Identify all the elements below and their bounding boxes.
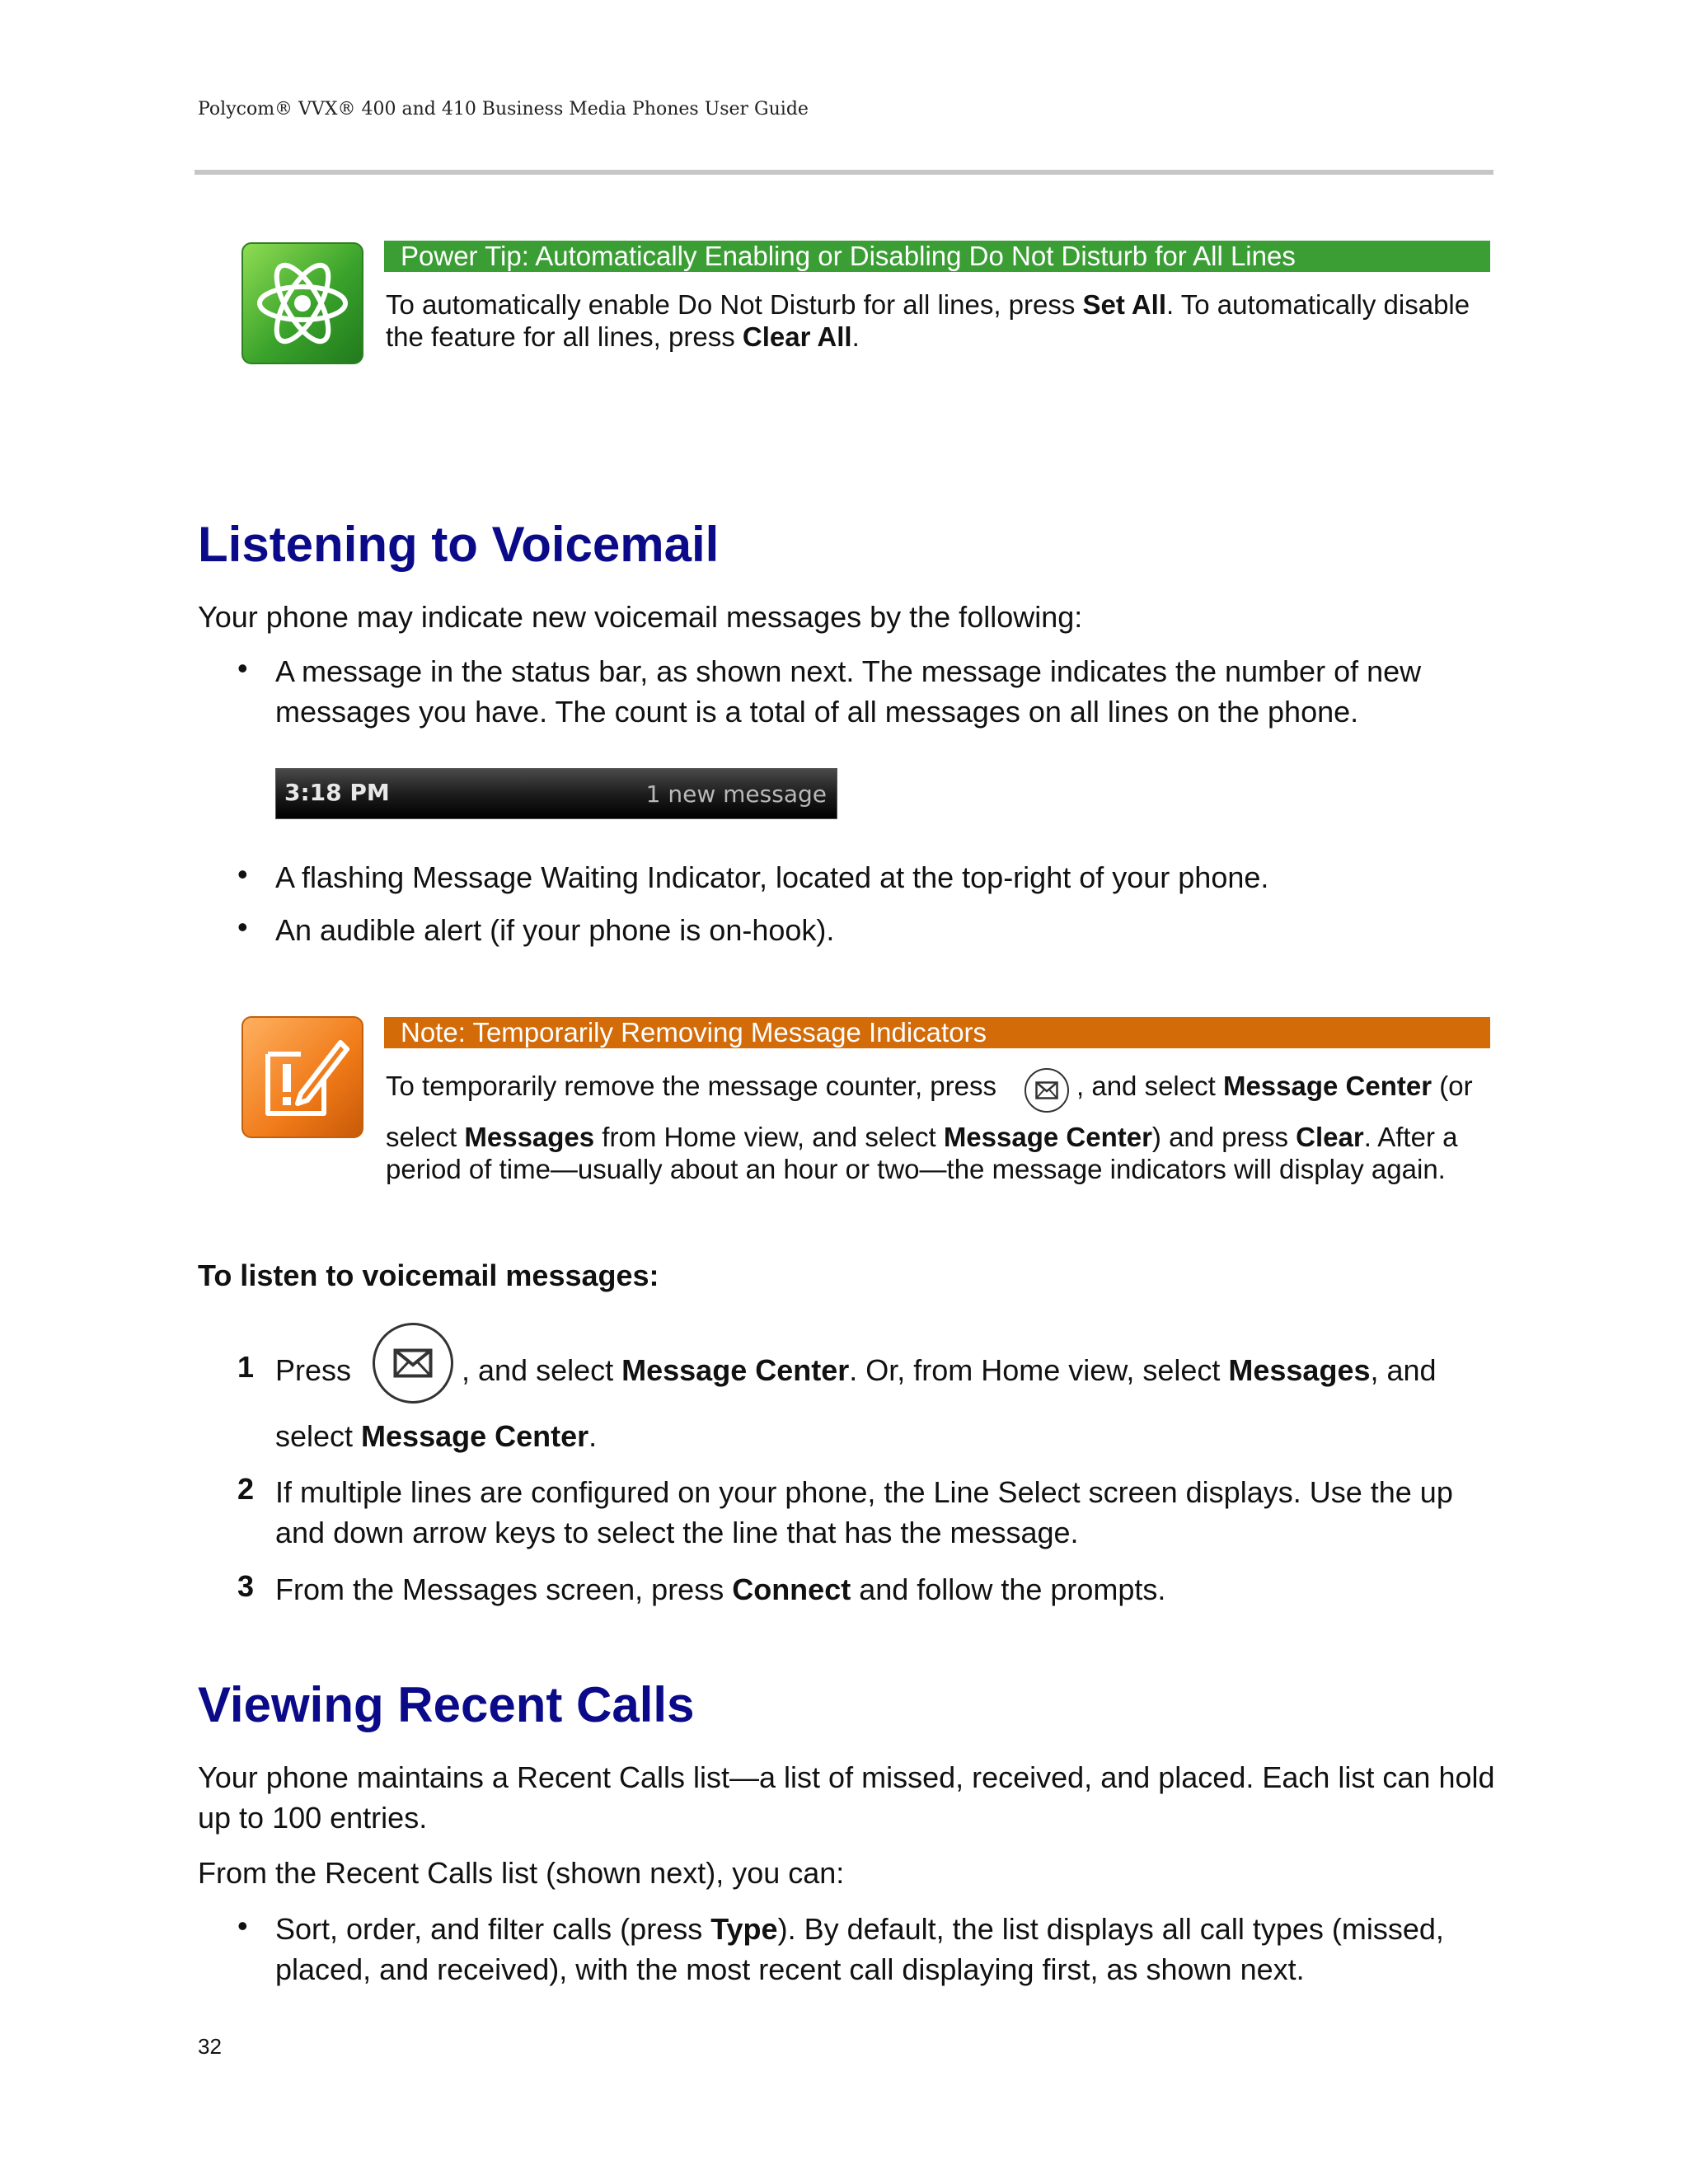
bullet-marker: • bbox=[237, 1909, 248, 1943]
note-title: Note: Temporarily Removing Message Indicators bbox=[384, 1017, 1490, 1048]
step1-text: , and select Message Center. Or, from Home view, select Messages, and bbox=[462, 1353, 1437, 1387]
recent-calls-lead: From the Recent Calls list (shown next), you can: bbox=[198, 1856, 845, 1890]
step-number: 1 bbox=[237, 1350, 255, 1384]
status-time: 3:18 PM bbox=[284, 779, 390, 806]
status-bar-screenshot bbox=[275, 768, 837, 819]
procedure-title: To listen to voicemail messages: bbox=[198, 1258, 659, 1292]
note-body-line1: To temporarily remove the message counter, press bbox=[386, 1071, 997, 1101]
recent-calls-bullet-sort: Sort, order, and filter calls (press Type). By default, the list displays all call types (missed, placed, and received), with the most recent call displaying first, as shown next. bbox=[275, 1912, 1444, 1986]
power-tip-body: To automatically enable Do Not Disturb for all lines, press Set All. To automatically disable the feature for all lines, press Clear All. bbox=[386, 289, 1470, 352]
atom-icon bbox=[241, 242, 363, 364]
messages-key-icon bbox=[1025, 1068, 1069, 1113]
step1-press: Press bbox=[275, 1353, 352, 1387]
voicemail-bullet-audible: An audible alert (if your phone is on-hook). bbox=[275, 913, 835, 947]
section-heading-recent-calls: Viewing Recent Calls bbox=[198, 1677, 695, 1732]
messages-key-icon bbox=[373, 1323, 453, 1404]
power-tip-title: Power Tip: Automatically Enabling or Disabling Do Not Disturb for All Lines bbox=[384, 241, 1490, 272]
voicemail-bullet-indicator: A flashing Message Waiting Indicator, located at the top-right of your phone. bbox=[275, 860, 1269, 894]
status-new-message: 1 new message bbox=[645, 780, 827, 808]
step3-text: From the Messages screen, press Connect and follow the prompts. bbox=[275, 1572, 1166, 1606]
running-header: Polycom® VVX® 400 and 410 Business Media Phones User Guide bbox=[198, 99, 809, 120]
voicemail-bullet-status-bar: A message in the status bar, as shown next. The message indicates the number of new messages you have. The count is a total of all messages on all lines on the phone. bbox=[275, 654, 1422, 729]
bullet-marker: • bbox=[237, 910, 248, 944]
bullet-marker: • bbox=[237, 857, 248, 891]
step2-text: If multiple lines are configured on your phone, the Line Select screen displays. Use the up and down arrow keys to select the line that has the message. bbox=[275, 1475, 1453, 1549]
bullet-marker: • bbox=[237, 651, 248, 685]
step1-text-cont: select Message Center. bbox=[275, 1419, 598, 1453]
note-body-line1-cont: , and select Message Center (or bbox=[1076, 1071, 1473, 1101]
voicemail-intro: Your phone may indicate new voicemail messages by the following: bbox=[198, 600, 1083, 634]
step-number: 2 bbox=[237, 1472, 255, 1506]
section-heading-voicemail: Listening to Voicemail bbox=[198, 517, 720, 572]
recent-calls-intro: Your phone maintains a Recent Calls list—a list of missed, received, and placed. Each list can hold up to 100 entries. bbox=[198, 1760, 1495, 1835]
step-number: 3 bbox=[237, 1569, 255, 1603]
note-body-rest: select Messages from Home view, and select Message Center) and press Clear. After a period of time—usually about an hour or two—the message indicators will display again. bbox=[386, 1122, 1458, 1184]
page-number: 32 bbox=[198, 2034, 222, 2059]
note-warning-icon bbox=[241, 1016, 363, 1138]
header-divider bbox=[195, 170, 1493, 175]
